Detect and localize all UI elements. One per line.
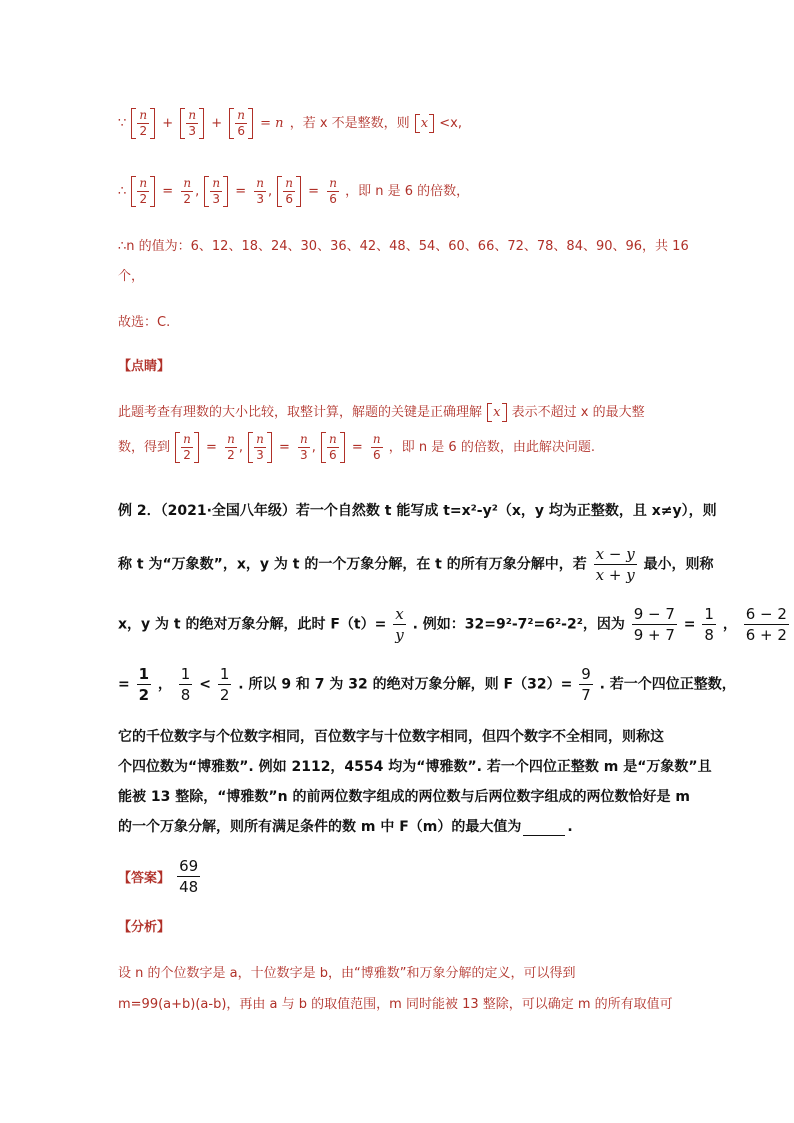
therefore-symbol: ∴ [118, 184, 127, 199]
example-line-6: 个四位数为“博雅数”. 例如 2112，4554 均为“博雅数”. 若一个四位正整数 m 是“万象数”且 [118, 759, 712, 775]
example-line-7: 能被 13 整除，“博雅数”n 的前两位数字组成的两位数与后两位数字组成的两位数恰好是 m [118, 789, 690, 805]
line1-tail: <x, [439, 116, 462, 131]
answer-header: 【答案】 [118, 871, 171, 886]
example-line-8: 的一个万象分解，则所有满足条件的数 m 中 F（m）的最大值为 . [118, 819, 573, 835]
example-line-3: x，y 为 t 的绝对万象分解，此时 F（t）= $\frac{x}{y}$ . 例如：32=9²-7²=6²-2²，因为 $\frac{9 - 7}{9 + 7}$ = $\frac{1}{8}$ ， $\frac{6 - 2}{6 + 2}$ [118, 605, 787, 644]
floor-n-over-6: $\frac{n}{6}$ [229, 108, 253, 139]
choice-line: 故选：C. [118, 315, 171, 330]
example-line-5: 它的千位数字与个位数字相同，百位数字与十位数字相同，但四个数字不全相同，则称这 [118, 729, 664, 745]
floor-n-over-3: $\frac{n}{3}$ [180, 108, 204, 139]
solution-line-2: ∴ $\frac{n}{2}$ = $\frac{n}{2}$ , $\frac{n}{3}$ = $\frac{n}{3}$ , $\frac{n}{6}$ = $\frac{n}{6}$ ，即 n 是 6 的倍数， [118, 176, 470, 206]
hint-line-1: 此题考查有理数的大小比较，取整计算，解题的关键是正确理解 x 表示不超过 x 的最大整 [118, 405, 645, 420]
answer-fraction: $\frac{69}{48}$ [179, 857, 199, 896]
answer-blank [523, 835, 565, 836]
solution-line-1: ∵ $\frac{n}{2}$ + $\frac{n}{3}$ + $\frac{n}{6}$ = n ，若 x 不是整数，则 x <x, [118, 108, 462, 138]
example-line-2: 称 t 为“万象数”，x，y 为 t 的一个万象分解，在 t 的所有万象分解中，若 $\frac{x - y}{x + y}$ 最小，则称 [118, 545, 714, 584]
because-symbol: ∵ [118, 116, 127, 131]
analysis-line-1: 设 n 的个位数字是 a，十位数字是 b，由“博雅数”和万象分解的定义，可以得到 [118, 966, 576, 981]
hint-header: 【点睛】 [118, 359, 171, 374]
hint-line-2: 数，得到 $\frac{n}{2}$ = $\frac{n}{2}$ , $\frac{n}{3}$ = $\frac{n}{3}$ , $\frac{n}{6}$ = $\frac{n}{6}$ ，即 n 是 6 的倍数，由此解决问题. [118, 432, 595, 462]
solution-line-3b: 个， [118, 269, 145, 284]
analysis-header: 【分析】 [118, 920, 171, 935]
solution-line-3a: ∴n 的值为：6、12、18、24、30、36、42、48、54、60、66、72、78、84、90、96，共 16 [118, 239, 689, 254]
example-line-1: 例 2．（2021·全国八年级）若一个自然数 t 能写成 t=x²-y²（x，y 均为正整数，且 x≠y），则 [118, 503, 717, 519]
floor-n-over-2: $\frac{n}{2}$ [131, 108, 155, 139]
hint-floor-x: x [487, 403, 506, 422]
answer-line [118, 856, 202, 897]
equals-n: = n [260, 116, 284, 131]
line1-text: ，若 x 不是整数，则 [289, 116, 410, 131]
line2-tail: ，即 n 是 6 的倍数， [345, 184, 470, 199]
analysis-line-2: m=99(a+b)(a-b)，再由 a 与 b 的取值范围，m 同时能被 13 整除，可以确定 m 的所有取值可 [118, 997, 673, 1012]
example-line-4: = $\frac{1}{2}$ ， $\frac{1}{8}$ < $\frac{1}{2}$ . 所以 9 和 7 为 32 的绝对万象分解，则 F（32）= $\frac{9}{7}$ . 若一个四位正整数， [118, 665, 736, 704]
floor-x: x [415, 114, 434, 133]
